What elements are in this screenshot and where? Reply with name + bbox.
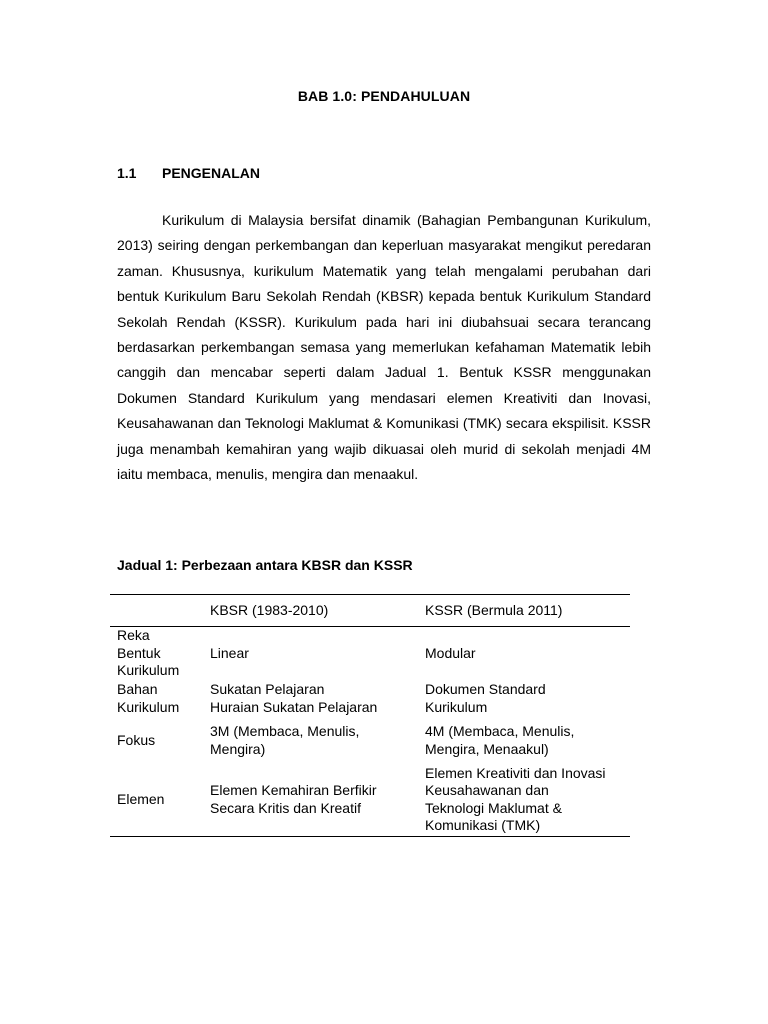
section-number: 1.1 — [117, 165, 137, 181]
chapter-title: BAB 1.0: PENDAHULUAN — [297, 88, 471, 104]
intro-paragraph: Kurikulum di Malaysia bersifat dinamik (Bahagian Pembangunan Kurikulum, 2013) seiring dengan perkembangan dan keperluan masyarakat mengikut peredaran zaman. Khususnya, kurikulum Matematik yang telah mengalami perubahan dari bentuk Kurikulum Baru Sekolah Rendah (KBSR) kepada bentuk Kurikulum Standard Sekolah Rendah (KSSR). Kurikulum pada hari ini diubahsuai secara terancang berdasarkan perkembangan semasa yang memerlukan kefahaman Matematik lebih canggih dan mencabar seperti dalam Jadual 1. Bentuk KSSR menggunakan Dokumen Standard Kurikulum yang mendasari elemen Kreativiti dan Inovasi, Keusahawanan dan Teknologi Maklumat & Komunikasi (TMK) secara ekspilisit. KSSR juga menambah kemahiran yang wajib dikuasai oleh murid di sekolah menjadi 4M iaitu membaca, menulis, mengira dan menaakul. — [117, 212, 651, 483]
header-cell-kbsr: KBSR (1983-2010) — [203, 595, 418, 627]
kbsr-cell: Elemen Kemahiran Berfikir Secara Kritis dan Kreatif — [203, 764, 418, 837]
kssr-cell: Elemen Kreativiti dan Inovasi Keusahawanan dan Teknologi Maklumat & Komunikasi (TMK) — [418, 764, 630, 837]
table-header-row — [110, 595, 630, 627]
header-cell-empty — [110, 595, 203, 627]
table-row — [110, 627, 630, 680]
kssr-cell: Modular — [425, 644, 476, 661]
section-title: PENGENALAN — [162, 165, 261, 181]
kbsr-cell: Sukatan Pelajaran Huraian Sukatan Pelajaran — [210, 681, 378, 715]
kssr-cell: 4M (Membaca, Menulis, Mengira, Menaakul) — [425, 723, 575, 757]
kssr-cell: Dokumen Standard Kurikulum — [425, 681, 546, 715]
kbsr-cell: Linear — [210, 644, 249, 661]
row-label: Fokus — [117, 731, 156, 748]
header-cell-kssr: KSSR (Bermula 2011) — [418, 595, 630, 627]
table-caption: Jadual 1: Perbezaan antara KBSR dan KSSR — [117, 557, 413, 573]
comparison-table — [110, 594, 630, 837]
table-row — [110, 680, 630, 718]
row-label: Elemen — [110, 764, 203, 837]
row-label: Bahan Kurikulum — [117, 681, 180, 715]
table-row — [110, 764, 630, 837]
row-label: Reka Bentuk Kurikulum — [117, 627, 180, 678]
section-heading — [117, 165, 260, 181]
table-row — [110, 718, 630, 764]
kbsr-cell: 3M (Membaca, Menulis, Mengira) — [210, 723, 360, 757]
